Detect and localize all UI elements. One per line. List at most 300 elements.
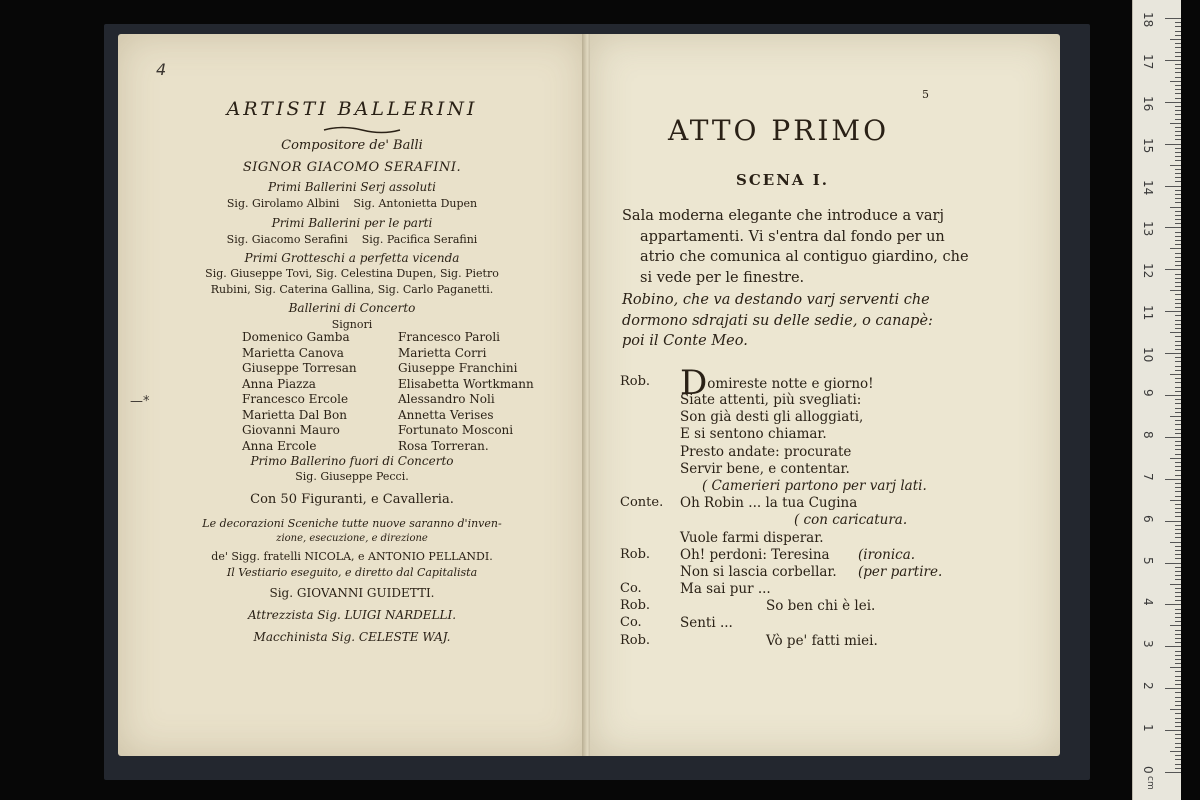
pellandi: de' Sigg. fratelli NICOLA, e ANTONIO PELLANDI. <box>211 550 493 563</box>
primi-parti-label: Primi Ballerini per le parti <box>271 216 433 230</box>
ruler-tick <box>1175 114 1181 115</box>
dialogue-text: Oh Robin ... la tua Cugina <box>680 495 858 512</box>
drop-cap-letter: D <box>680 363 708 403</box>
ruler-tick <box>1175 651 1181 652</box>
macchinista: Macchinista Sig. CELESTE WAJ. <box>253 630 451 644</box>
dancer-name: Francesco Ercole <box>242 392 349 406</box>
ruler-tick <box>1175 26 1181 27</box>
ruler-tick <box>1175 759 1181 760</box>
ruler-tick <box>1175 508 1181 509</box>
ruler-tick <box>1175 232 1181 233</box>
dancer-name: Alessandro Noli <box>398 392 495 406</box>
ruler-tick <box>1170 667 1181 668</box>
ruler-tick <box>1175 47 1181 48</box>
ruler-tick <box>1175 169 1181 170</box>
ruler-tick <box>1175 579 1181 580</box>
dancer-name: Fortunato Mosconi <box>398 423 514 437</box>
concerto-right-column <box>398 330 534 454</box>
ruler-tick <box>1175 504 1181 505</box>
ruler-tick <box>1170 584 1181 585</box>
ruler-tick <box>1165 227 1181 228</box>
ruler-tick <box>1175 361 1181 362</box>
ruler-tick <box>1175 89 1181 90</box>
ruler-tick <box>1170 248 1181 249</box>
ruler-tick <box>1175 525 1181 526</box>
decorazioni-line-1: Le decorazioni Sceniche tutte nuove saranno d'inven- <box>202 517 502 530</box>
ruler-label: 15 <box>1141 137 1155 153</box>
ruler-tick <box>1175 621 1181 622</box>
ruler-tick <box>1175 613 1181 614</box>
ruler-tick <box>1165 646 1181 647</box>
grotteschi-label: Primi Grotteschi a perfetta vicenda <box>244 251 460 265</box>
ruler-tick <box>1165 60 1181 61</box>
dialogue-text: Non si lascia corbellar. <box>680 563 837 580</box>
stage-aside: (per partire. <box>858 563 943 580</box>
ruler-tick <box>1175 299 1181 300</box>
ruler-label: 5 <box>1141 556 1155 565</box>
signori-label: Signori <box>331 318 373 331</box>
ruler-tick <box>1175 734 1181 735</box>
ruler-tick <box>1175 349 1181 350</box>
guidetti: Sig. GIOVANNI GUIDETTI. <box>269 586 435 600</box>
ruler-tick <box>1175 600 1181 601</box>
ruler-tick <box>1175 466 1181 467</box>
dialogue-line <box>590 615 1060 632</box>
ruler-tick <box>1175 357 1181 358</box>
ruler-tick <box>1175 52 1181 53</box>
ruler-tick <box>1170 374 1181 375</box>
dialogue-text: So ben chi è lei. <box>766 598 876 615</box>
ruler-tick <box>1175 211 1181 212</box>
attrezzista: Attrezzista Sig. LUIGI NARDELLI. <box>247 608 457 622</box>
dancer-name: Marietta Dal Bon <box>242 407 347 422</box>
ruler-tick <box>1175 487 1181 488</box>
dialogue-text: Vò pe' fatti miei. <box>766 632 878 649</box>
ruler-tick <box>1165 353 1181 354</box>
ruler-tick <box>1175 265 1181 266</box>
speaker-label: Rob. <box>620 374 651 389</box>
ruler-tick <box>1175 278 1181 279</box>
ruler-tick <box>1175 236 1181 237</box>
dancer-name: Giuseppe Franchini <box>398 361 518 375</box>
ruler-tick <box>1175 516 1181 517</box>
ruler-tick <box>1175 366 1181 367</box>
ruler-tick <box>1175 546 1181 547</box>
stage-aside: ( con caricatura. <box>794 512 908 529</box>
right-page <box>590 34 1060 756</box>
ruler-tick <box>1175 219 1181 220</box>
ruler-label: 8 <box>1141 430 1155 439</box>
ruler-tick <box>1175 550 1181 551</box>
ruler-tick <box>1175 85 1181 86</box>
ruler-tick <box>1175 336 1181 337</box>
dialogue-text: Vuole farmi disperar. <box>680 529 824 546</box>
ruler-label: 6 <box>1141 514 1155 523</box>
ruler-tick <box>1175 575 1181 576</box>
ruler-tick <box>1175 307 1181 308</box>
ruler-tick <box>1175 135 1181 136</box>
ruler-tick <box>1170 39 1181 40</box>
ruler-tick <box>1175 320 1181 321</box>
ruler-tick <box>1175 119 1181 120</box>
act-title: ATTO PRIMO <box>668 114 890 147</box>
ruler-tick <box>1175 722 1181 723</box>
dialogue-line <box>590 530 1060 547</box>
dancer-name: Anna Ercole <box>242 438 317 453</box>
ruler-label: 10 <box>1141 347 1155 363</box>
speaker-label: Rob. <box>620 632 651 648</box>
ruler-tick <box>1175 512 1181 513</box>
ruler-tick <box>1175 160 1181 161</box>
ruler-tick <box>1165 311 1181 312</box>
ruler-tick <box>1175 470 1181 471</box>
ruler-tick <box>1175 64 1181 65</box>
dialogue-line <box>590 478 1060 495</box>
ruler-tick <box>1175 475 1181 476</box>
ruler-tick <box>1175 491 1181 492</box>
heading: ARTISTI BALLERINI <box>226 98 478 120</box>
ruler-tick <box>1175 676 1181 677</box>
setting-line: si vede per le finestre. <box>640 269 805 286</box>
ruler-tick <box>1175 567 1181 568</box>
ruler-label: 4 <box>1141 598 1155 607</box>
ruler-tick <box>1175 391 1181 392</box>
setting-line: Sala moderna elegante che introduce a varj <box>622 208 944 224</box>
ruler-tick <box>1175 483 1181 484</box>
page-number-left: 4 <box>156 60 167 79</box>
ruler-tick <box>1175 433 1181 434</box>
ruler-tick <box>1175 98 1181 99</box>
ruler-tick <box>1175 127 1181 128</box>
ruler-tick <box>1175 215 1181 216</box>
ruler-tick <box>1175 705 1181 706</box>
ruler-label: 17 <box>1141 53 1155 70</box>
stage-direction-line: dormono sdrajati su delle sedie, o canapè: <box>622 312 933 329</box>
ruler-tick <box>1175 152 1181 153</box>
speaker-label: Co. <box>620 581 642 597</box>
ruler-tick <box>1175 253 1181 254</box>
primi-serj-names: Sig. Girolamo Albini Sig. Antonietta Dupen <box>226 197 478 210</box>
ruler-tick <box>1175 139 1181 140</box>
ruler-tick <box>1175 93 1181 94</box>
ruler-tick <box>1165 18 1181 19</box>
ruler-label: 14 <box>1141 179 1155 195</box>
fuori-label: Primo Ballerino fuori di Concerto <box>250 454 454 468</box>
ruler-tick <box>1175 43 1181 44</box>
ruler-tick <box>1175 697 1181 698</box>
ruler-tick <box>1175 634 1181 635</box>
dialogue-text: Servir bene, e contentar. <box>680 460 850 477</box>
ruler-tick <box>1165 395 1181 396</box>
ruler-tick <box>1165 102 1181 103</box>
measuring-ruler <box>1132 0 1181 800</box>
ruler-tick <box>1175 202 1181 203</box>
ruler-tick <box>1175 257 1181 258</box>
ruler-tick <box>1175 408 1181 409</box>
dancer-name: Marietta Corri <box>398 345 487 360</box>
ruler-tick <box>1175 190 1181 191</box>
ruler-tick <box>1175 755 1181 756</box>
dialogue-line <box>590 461 1060 478</box>
ruler-tick <box>1175 454 1181 455</box>
drop-cap-rest: omireste notte e giorno! <box>707 376 874 392</box>
dancer-name: Domenico Gamba <box>242 330 350 344</box>
ruler-tick <box>1175 592 1181 593</box>
ruler-tick <box>1175 609 1181 610</box>
dialogue-line <box>590 426 1060 443</box>
ruler-tick <box>1175 537 1181 538</box>
ruler-tick <box>1165 563 1181 564</box>
dancer-name: Giovanni Mauro <box>242 423 340 437</box>
concerto-left-column <box>242 330 357 454</box>
ruler-tick <box>1170 458 1181 459</box>
ruler-label: 13 <box>1141 221 1155 237</box>
ruler-tick <box>1175 764 1181 765</box>
stage-aside: (ironica. <box>858 546 916 563</box>
grotteschi-line-2: Rubini, Sig. Caterina Gallina, Sig. Carlo Paganetti. <box>210 283 494 296</box>
ruler-tick <box>1165 730 1181 731</box>
ruler-tick <box>1175 148 1181 149</box>
ruler-tick <box>1175 529 1181 530</box>
ruler-label: 18 <box>1141 12 1155 28</box>
ruler-tick <box>1175 274 1181 275</box>
ruler-label: 0 <box>1141 766 1155 774</box>
dialogue-text: Ma sai pur ... <box>680 581 771 598</box>
dialogue-line <box>590 392 1060 409</box>
ruler-tick <box>1175 181 1181 182</box>
page-number-right: 5 <box>922 88 929 101</box>
setting-line: atrio che comunica al contiguo giardino, che <box>640 249 969 265</box>
dialogue-line <box>590 547 1060 564</box>
ruler-tick <box>1175 424 1181 425</box>
ornament-flourish <box>322 124 402 136</box>
speaker-label: Rob. <box>620 598 651 614</box>
speaker-label: Conte. <box>620 495 664 511</box>
dialogue-text: Presto andate: procurate <box>680 443 852 460</box>
ruler-label: 7 <box>1141 472 1155 481</box>
stage-direction-line: poi il Conte Meo. <box>622 333 748 349</box>
ruler-tick <box>1175 680 1181 681</box>
vestiario: Il Vestiario eseguito, e diretto dal Capitalista <box>226 566 478 579</box>
dialogue-line <box>590 581 1060 598</box>
ruler-tick <box>1170 625 1181 626</box>
ruler-tick <box>1175 412 1181 413</box>
dialogue-text: Senti ... <box>680 615 733 632</box>
ruler-tick <box>1175 72 1181 73</box>
ruler-tick <box>1175 244 1181 245</box>
ruler-tick <box>1175 315 1181 316</box>
ruler-label: 12 <box>1141 263 1155 279</box>
ruler-tick <box>1175 56 1181 57</box>
ruler-unit: cm <box>1145 776 1155 790</box>
ruler-tick <box>1175 726 1181 727</box>
decorazioni-line-2: zione, esecuzione, e direzione <box>276 533 428 544</box>
grotteschi-line-1: Sig. Giuseppe Tovi, Sig. Celestina Dupen, Sig. Pietro <box>205 267 499 280</box>
scene-title: SCENA I. <box>736 171 830 189</box>
ruler-tick <box>1175 671 1181 672</box>
concerto-label: Ballerini di Concerto <box>288 301 416 315</box>
ruler-tick <box>1170 332 1181 333</box>
ruler-label: 2 <box>1141 682 1155 690</box>
ruler-tick <box>1175 449 1181 450</box>
ruler-tick <box>1175 156 1181 157</box>
ruler-tick <box>1175 701 1181 702</box>
ruler-tick <box>1175 328 1181 329</box>
speaker-label: Co. <box>620 615 642 631</box>
ruler-tick <box>1165 604 1181 605</box>
ruler-tick <box>1175 571 1181 572</box>
ruler-tick <box>1175 642 1181 643</box>
ruler-label: 1 <box>1141 724 1155 732</box>
ruler-tick <box>1165 688 1181 689</box>
ruler-tick <box>1175 638 1181 639</box>
ruler-tick <box>1170 81 1181 82</box>
ruler-tick <box>1170 165 1181 166</box>
dialogue-line <box>590 409 1060 426</box>
dialogue-line <box>590 444 1060 461</box>
ruler-tick <box>1165 437 1181 438</box>
ruler-tick <box>1175 747 1181 748</box>
ruler-tick <box>1165 269 1181 270</box>
stage-aside: ( Camerieri partono per varj lati. <box>702 477 927 494</box>
composer-label: Compositore de' Balli <box>281 138 423 153</box>
ruler-tick <box>1175 588 1181 589</box>
ruler-tick <box>1175 718 1181 719</box>
ruler-tick <box>1175 655 1181 656</box>
stage-direction <box>622 290 933 352</box>
ruler-tick <box>1175 429 1181 430</box>
ruler-tick <box>1175 177 1181 178</box>
dialogue-text: E si sentono chiamar. <box>680 426 827 443</box>
ruler-tick <box>1175 630 1181 631</box>
speaker-label: Rob. <box>620 546 651 562</box>
ruler-tick <box>1175 378 1181 379</box>
ruler-tick <box>1175 110 1181 111</box>
figuranti: Con 50 Figuranti, e Cavalleria. <box>250 492 454 507</box>
ruler-tick <box>1175 445 1181 446</box>
ruler-tick <box>1175 173 1181 174</box>
ruler-tick <box>1175 286 1181 287</box>
ruler-tick <box>1175 261 1181 262</box>
ruler-tick <box>1175 420 1181 421</box>
left-page <box>118 34 586 756</box>
ruler-tick <box>1175 713 1181 714</box>
ruler-tick <box>1165 479 1181 480</box>
composer-name: SIGNOR GIACOMO SERAFINI. <box>242 160 462 175</box>
ruler-tick <box>1175 303 1181 304</box>
ruler-tick <box>1175 399 1181 400</box>
ruler-tick <box>1175 106 1181 107</box>
ruler-tick <box>1165 772 1181 773</box>
dialogue-line <box>590 633 1060 650</box>
ruler-tick <box>1175 659 1181 660</box>
dancer-name: Elisabetta Wortkmann <box>398 376 534 391</box>
ruler-tick <box>1175 663 1181 664</box>
setting-description <box>622 206 969 288</box>
ruler-tick <box>1175 692 1181 693</box>
ruler-label: 11 <box>1141 305 1155 321</box>
ruler-tick <box>1175 198 1181 199</box>
ruler-tick <box>1165 144 1181 145</box>
stage-direction-line: Robino, che va destando varj serventi che <box>622 292 930 308</box>
dancer-name: Annetta Verises <box>398 407 494 422</box>
ruler-label: 9 <box>1141 389 1155 397</box>
primi-serj-label: Primi Ballerini Serj assoluti <box>268 180 436 194</box>
dancer-name: Rosa Torreran. <box>398 438 489 453</box>
ruler-tick <box>1175 324 1181 325</box>
ruler-tick <box>1175 35 1181 36</box>
dialogue-line <box>590 564 1060 581</box>
ruler-tick <box>1175 441 1181 442</box>
ruler-tick <box>1170 500 1181 501</box>
dialogue <box>590 363 1060 650</box>
ruler-tick <box>1175 382 1181 383</box>
ruler-tick <box>1170 709 1181 710</box>
ruler-tick <box>1170 123 1181 124</box>
ruler-tick <box>1175 77 1181 78</box>
dancer-name: Marietta Canova <box>242 345 344 360</box>
ruler-tick <box>1170 290 1181 291</box>
ruler-tick <box>1175 738 1181 739</box>
ruler-tick <box>1175 596 1181 597</box>
setting-line: appartamenti. Vi s'entra dal fondo per un <box>640 228 945 245</box>
ruler-tick <box>1170 416 1181 417</box>
dialogue-text: Son già desti gli alloggiati, <box>680 409 864 426</box>
dancer-name: Anna Piazza <box>242 376 316 391</box>
ruler-tick <box>1175 462 1181 463</box>
ruler-tick <box>1165 186 1181 187</box>
ruler-tick <box>1175 341 1181 342</box>
dancer-name: Giuseppe Torresan <box>242 361 357 375</box>
ruler-tick <box>1175 768 1181 769</box>
ruler-tick <box>1165 521 1181 522</box>
ruler-tick <box>1170 751 1181 752</box>
ruler-tick <box>1175 294 1181 295</box>
dialogue-line <box>590 598 1060 615</box>
primi-parti-names: Sig. Giacomo Serafini Sig. Pacifica Serafini <box>226 233 478 246</box>
dialogue-line <box>590 512 1060 529</box>
ruler-tick <box>1175 22 1181 23</box>
ruler-tick <box>1175 68 1181 69</box>
ruler-tick <box>1170 542 1181 543</box>
dialogue-line <box>590 495 1060 512</box>
ruler-tick <box>1175 554 1181 555</box>
ruler-tick <box>1175 617 1181 618</box>
ruler-tick <box>1175 403 1181 404</box>
ruler-label: 3 <box>1141 640 1155 648</box>
ruler-tick <box>1175 558 1181 559</box>
ruler-tick <box>1175 533 1181 534</box>
margin-mark: —* <box>130 394 150 409</box>
ruler-tick <box>1175 387 1181 388</box>
ruler-tick <box>1175 743 1181 744</box>
ruler-tick <box>1175 223 1181 224</box>
ruler-tick <box>1175 194 1181 195</box>
ruler-tick <box>1175 131 1181 132</box>
ruler-tick <box>1175 684 1181 685</box>
ruler-tick <box>1175 370 1181 371</box>
ruler-tick <box>1170 207 1181 208</box>
ruler-tick <box>1175 31 1181 32</box>
ruler-tick <box>1175 345 1181 346</box>
ruler-tick <box>1175 496 1181 497</box>
fuori-name: Sig. Giuseppe Pecci. <box>295 470 409 483</box>
dialogue-text: Siate attenti, più svegliati: <box>680 392 862 408</box>
ruler-label: 16 <box>1141 95 1155 112</box>
ruler-tick <box>1175 282 1181 283</box>
dialogue-text: Oh! perdoni: Teresina <box>680 546 830 563</box>
ruler-tick <box>1175 240 1181 241</box>
